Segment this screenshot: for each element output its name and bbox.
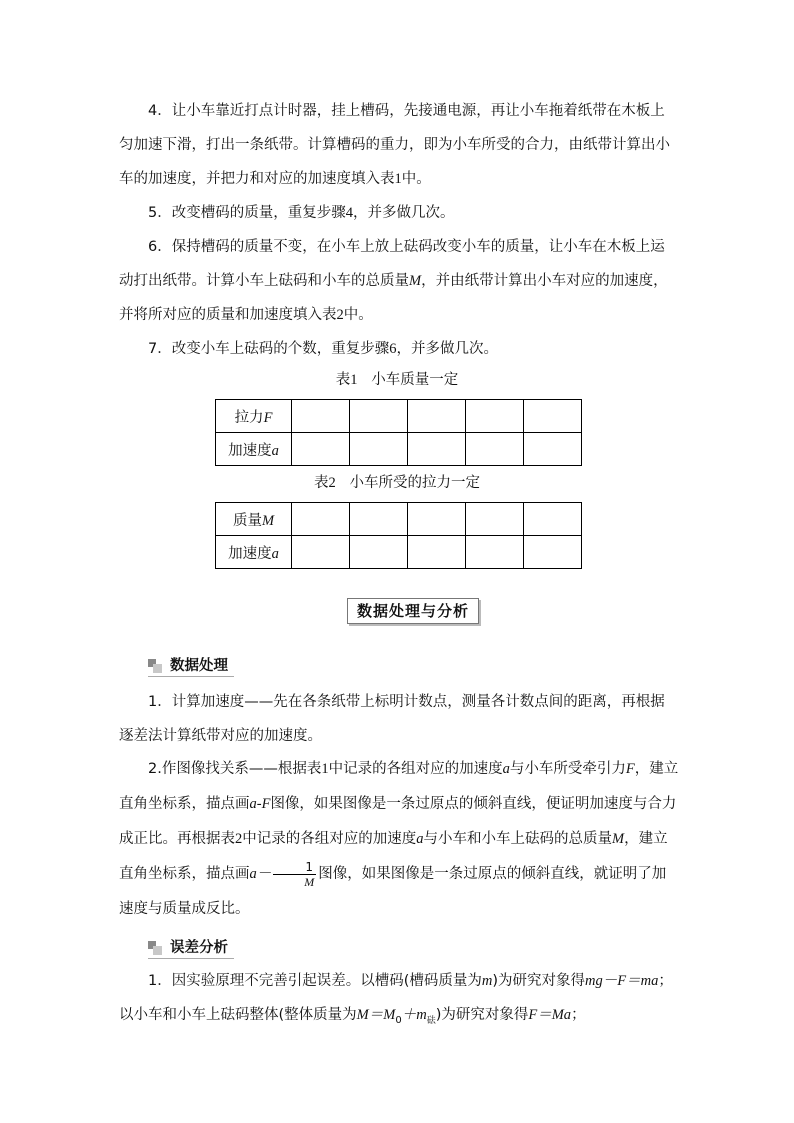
table-cell-label: 加速度a bbox=[216, 433, 292, 466]
square-bullet-icon bbox=[148, 941, 162, 955]
table-2 bbox=[215, 502, 582, 569]
table-cell bbox=[408, 536, 466, 569]
table-cell bbox=[292, 536, 350, 569]
table-cell bbox=[408, 400, 466, 433]
table-cell bbox=[466, 400, 524, 433]
table-cell bbox=[292, 433, 350, 466]
error-analysis-p1: 1．因实验原理不完善引起误差。以槽码(槽码质量为m)为研究对象得mg－F＝ma；以小车和小车上砝码整体(整体质量为$M=M_0+m_砝$)为研究对象得F＝Ma； bbox=[119, 973, 673, 1026]
table-cell bbox=[466, 503, 524, 536]
data-processing-p1: 1．计算加速度——先在各条纸带上标明计数点，测量各计数点间的距离，再根据逐差法计算纸带对应的加速度。 bbox=[119, 694, 665, 744]
table-1 bbox=[215, 399, 582, 466]
table-cell bbox=[466, 536, 524, 569]
table-cell bbox=[466, 433, 524, 466]
data-processing-p2: 2.作图像找关系——根据表1中记录的各组对应的加速度a与小车所受牵引力F，建立直角坐标系，描点画a-F图像，如果图像是一条过原点的倾斜直线，便证明加速度与合力成正比。再根据表2中记录的各组对应的加速度a与小车和小车上砝码的总质量M，建立直角坐标系，描点画a－ $\frac{1}{M}$ 图像，如果图像是一条过原点的倾斜直线，就证明了加速度与质量成反比。 bbox=[119, 761, 679, 917]
step-4: 4．让小车靠近打点计时器，挂上槽码，先接通电源，再让小车拖着纸带在木板上匀加速下滑，打出一条纸带。计算槽码的重力，即为小车所受的合力，由纸带计算出小车的加速度，并把力和对应的加速度填入表1中。 bbox=[119, 103, 670, 187]
table-cell bbox=[350, 536, 408, 569]
table-row bbox=[216, 433, 582, 466]
table-cell bbox=[350, 503, 408, 536]
table-row bbox=[216, 400, 582, 433]
table-cell bbox=[350, 400, 408, 433]
table-cell bbox=[292, 503, 350, 536]
table-1-caption: 表1 小车质量一定 bbox=[335, 372, 459, 388]
table-cell bbox=[524, 433, 582, 466]
table-row bbox=[216, 536, 582, 569]
table-cell-label: 拉力F bbox=[216, 400, 292, 433]
heading-error-analysis: 误差分析 bbox=[148, 938, 234, 959]
table-row bbox=[216, 503, 582, 536]
fraction-1-over-M: $\frac{1}{M}$ bbox=[273, 860, 316, 889]
table-cell-label: 质量M bbox=[216, 503, 292, 536]
table-cell bbox=[350, 433, 408, 466]
section-title: 数据处理与分析 bbox=[347, 598, 479, 624]
table-cell bbox=[524, 400, 582, 433]
table-2-caption: 表2 小车所受的拉力一定 bbox=[313, 475, 481, 491]
table-cell bbox=[292, 400, 350, 433]
heading-data-processing: 数据处理 bbox=[148, 656, 234, 677]
table-cell bbox=[524, 503, 582, 536]
table-cell bbox=[408, 503, 466, 536]
square-bullet-icon bbox=[148, 659, 162, 673]
table-cell-label: 加速度a bbox=[216, 536, 292, 569]
step-7: 7．改变小车上砝码的个数，重复步骤6，并多做几次。 bbox=[148, 341, 498, 357]
table-cell bbox=[524, 536, 582, 569]
table-cell bbox=[408, 433, 466, 466]
step-6: 6．保持槽码的质量不变，在小车上放上砝码改变小车的质量，让小车在木板上运动打出纸带。计算小车上砝码和小车的总质量M，并由纸带计算出小车对应的加速度，并将所对应的质量和加速度填入表2中。 bbox=[119, 239, 668, 323]
step-5: 5．改变槽码的质量，重复步骤4，并多做几次。 bbox=[148, 205, 455, 221]
